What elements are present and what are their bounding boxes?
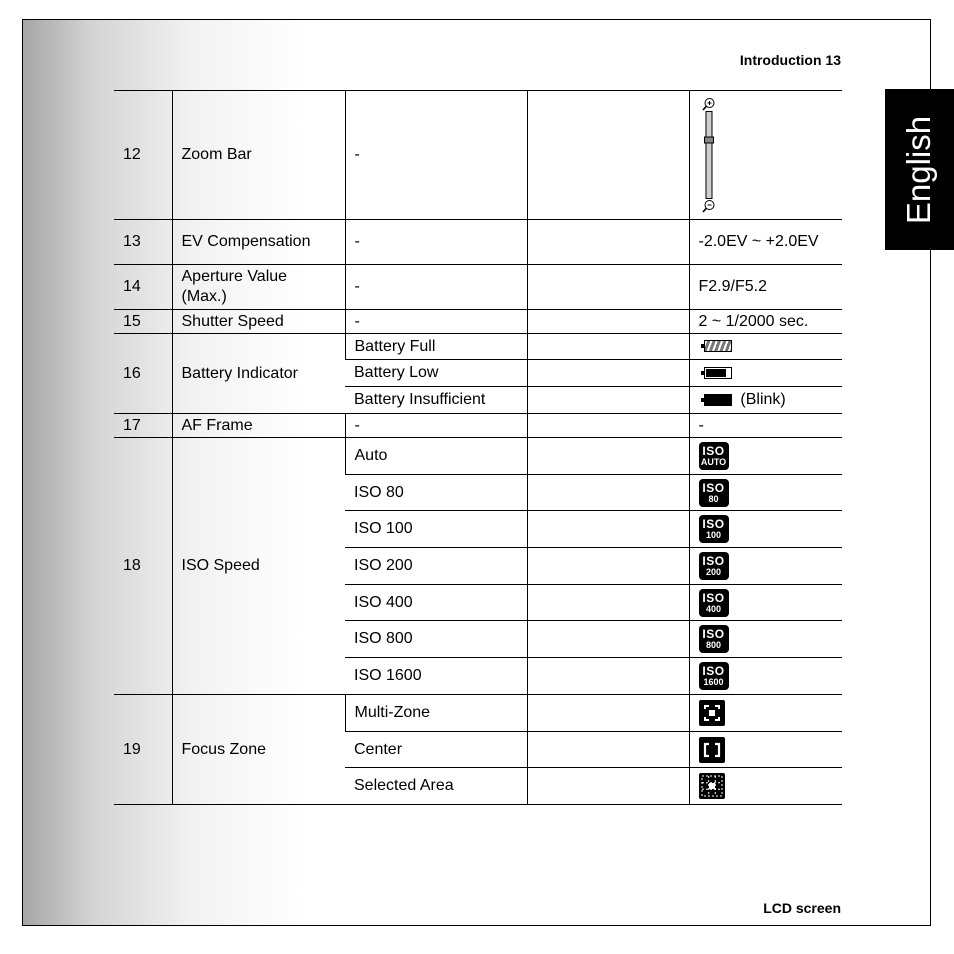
focus-multi-zone-icon [699, 700, 725, 726]
row-option: - [345, 310, 527, 334]
iso-auto-icon [699, 442, 729, 470]
row-blank [527, 475, 689, 511]
row-option: - [345, 220, 527, 265]
row-option: ISO 200 [345, 548, 527, 585]
row-option: ISO 80 [345, 475, 527, 511]
iso-icon-top: ISO [702, 517, 725, 531]
row-name: Aperture Value (Max.) [172, 265, 345, 310]
table-row [114, 414, 842, 438]
row-option: ISO 1600 [345, 658, 527, 695]
iso-icon-bottom: 1600 [703, 677, 724, 687]
iso-400-icon [699, 589, 729, 617]
zoom-slider-icon [704, 111, 714, 199]
language-tab-label: English [900, 115, 938, 224]
row-icon [689, 768, 842, 805]
blink-note: (Blink) [740, 391, 786, 408]
row-option: Center [345, 732, 527, 768]
row-option: - [345, 414, 527, 438]
row-blank [527, 768, 689, 805]
table-row [114, 220, 842, 265]
row-blank [527, 585, 689, 621]
iso-100-icon [699, 515, 729, 543]
row-value: 2 ~ 1/2000 sec. [689, 310, 842, 334]
iso-icon-top: ISO [702, 590, 725, 605]
iso-icon-bottom: 800 [705, 640, 722, 650]
lcd-icon-table [114, 90, 842, 805]
battery-full-icon [704, 340, 732, 352]
row-name: Shutter Speed [172, 310, 345, 334]
row-icon [689, 732, 842, 768]
row-blank [527, 414, 689, 438]
row-number: 16 [114, 334, 172, 414]
row-option: Battery Full [345, 334, 527, 360]
row-number: 18 [114, 438, 172, 695]
focus-selected-area-icon [699, 773, 725, 799]
row-icon [689, 621, 842, 658]
iso-80-icon [699, 479, 729, 507]
iso-icon-bottom: AUTO [700, 457, 727, 467]
row-blank [527, 91, 689, 220]
iso-icon-bottom: 400 [705, 603, 722, 614]
row-option: Battery Insufficient [345, 387, 527, 414]
row-icon [689, 511, 842, 548]
row-number: 17 [114, 414, 172, 438]
iso-icon-bottom: 200 [705, 567, 722, 577]
row-number: 19 [114, 695, 172, 805]
row-name: Focus Zone [172, 695, 345, 805]
language-tab [885, 89, 954, 250]
row-option: Battery Low [345, 360, 527, 387]
iso-icon-top: ISO [702, 554, 725, 568]
iso-800-icon [699, 625, 729, 653]
row-blank [527, 265, 689, 310]
row-name: EV Compensation [172, 220, 345, 265]
table-row [114, 695, 842, 732]
iso-icon-top: ISO [702, 480, 725, 495]
iso-icon-top: ISO [702, 627, 725, 641]
row-icon [689, 548, 842, 585]
page-header: Introduction 13 [739, 52, 841, 68]
table-row [114, 310, 842, 334]
row-option: - [345, 265, 527, 310]
iso-icon-top: ISO [702, 664, 725, 678]
row-value: - [689, 414, 842, 438]
zoom-out-icon [702, 199, 716, 213]
row-name: Zoom Bar [172, 91, 345, 220]
row-value: F2.9/F5.2 [689, 265, 842, 310]
row-icon [689, 585, 842, 621]
row-option: - [345, 91, 527, 220]
battery-low-icon [704, 367, 732, 379]
row-blank [527, 334, 689, 360]
row-icon [689, 695, 842, 732]
table-row [114, 334, 842, 360]
row-option: Auto [345, 438, 527, 475]
row-icon [689, 475, 842, 511]
row-blank [527, 695, 689, 732]
row-blank [527, 621, 689, 658]
row-value: -2.0EV ~ +2.0EV [689, 220, 842, 265]
zoom-bar-icon [699, 97, 719, 213]
row-number: 15 [114, 310, 172, 334]
row-name: Battery Indicator [172, 334, 345, 414]
row-blank [527, 387, 689, 414]
row-number: 14 [114, 265, 172, 310]
row-name: AF Frame [172, 414, 345, 438]
focus-center-icon [699, 737, 725, 763]
row-name: ISO Speed [172, 438, 345, 695]
row-option: ISO 100 [345, 511, 527, 548]
iso-1600-icon [699, 662, 729, 690]
row-icon [689, 360, 842, 387]
row-icon [689, 334, 842, 360]
row-option: Selected Area [345, 768, 527, 805]
row-blank [527, 438, 689, 475]
row-icon [689, 658, 842, 695]
row-blank [527, 220, 689, 265]
page-footer: LCD screen [763, 900, 841, 916]
row-option: Multi-Zone [345, 695, 527, 732]
iso-icon-bottom: 100 [705, 530, 722, 540]
row-blank [527, 732, 689, 768]
row-blank [527, 548, 689, 585]
row-blank [527, 360, 689, 387]
row-icon [689, 438, 842, 475]
row-blank [527, 658, 689, 695]
row-blank [527, 310, 689, 334]
table-row [114, 265, 842, 310]
zoom-in-icon [702, 97, 716, 111]
table-row [114, 438, 842, 475]
row-icon [689, 91, 842, 220]
row-number: 12 [114, 91, 172, 220]
iso-200-icon [699, 552, 729, 580]
row-number: 13 [114, 220, 172, 265]
row-blank [527, 511, 689, 548]
row-icon [689, 387, 842, 414]
battery-insufficient-icon [704, 394, 732, 406]
row-option: ISO 400 [345, 585, 527, 621]
table-row [114, 91, 842, 220]
row-option: ISO 800 [345, 621, 527, 658]
iso-icon-top: ISO [702, 444, 725, 458]
iso-icon-bottom: 80 [708, 493, 719, 504]
